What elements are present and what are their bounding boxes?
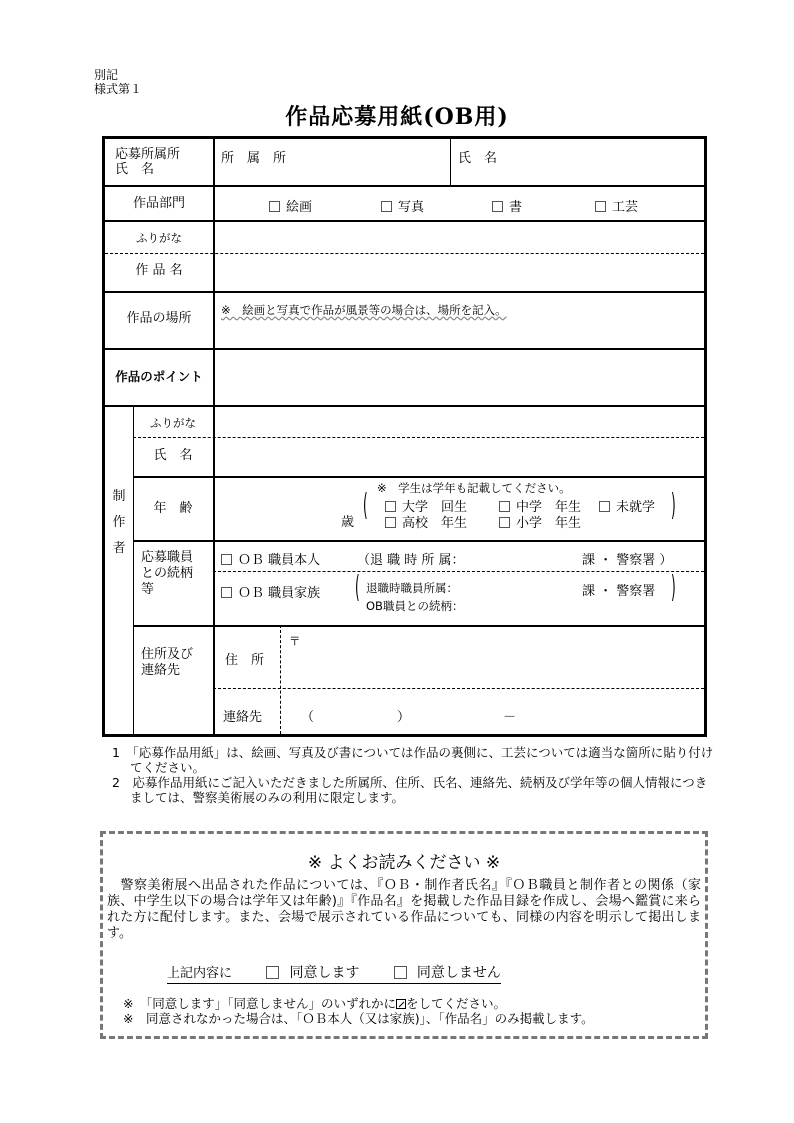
divider: [450, 139, 451, 185]
work-furigana-label: ふりがな: [136, 231, 182, 245]
relation-family-detail1: 退職時職員所属：: [366, 581, 458, 595]
point-label: 作品のポイント: [115, 369, 203, 384]
bracket-open: (: [355, 570, 360, 605]
checkbox-icon[interactable]: [266, 966, 279, 979]
school-label: 小学 年生: [516, 516, 582, 531]
form-number: 様式第１: [94, 82, 143, 96]
creator-label-char: 者: [112, 541, 126, 556]
divider: [105, 348, 704, 350]
creator-label-char: 作: [112, 515, 126, 530]
contact-dash: －: [503, 710, 517, 725]
relation-label-line: 等: [141, 582, 155, 597]
notice-box: [100, 831, 708, 1039]
category-label: 作品部門: [132, 196, 185, 211]
creator-furigana-label: ふりがな: [150, 416, 196, 430]
checkbox-icon[interactable]: [269, 201, 280, 212]
school-label: 高校 年生: [402, 516, 468, 531]
divider: [133, 437, 704, 438]
page-title: 作品応募用紙(OB用): [285, 104, 509, 130]
divider: [133, 625, 704, 627]
checkbox-icon[interactable]: [595, 201, 606, 212]
category-label-text: 絵画: [286, 200, 313, 215]
disagree-option[interactable]: [394, 965, 501, 981]
divider: [105, 291, 704, 293]
postal-mark: 〒: [289, 634, 301, 648]
header-note: 別記: [94, 68, 119, 82]
divider: [105, 253, 704, 254]
category-label-text: 書: [509, 200, 523, 215]
checkbox-icon[interactable]: [385, 517, 396, 528]
consent-note-1b: をしてください。: [405, 996, 506, 1011]
consent-notes: [123, 996, 594, 1026]
relation-label-line: 応募職員: [141, 550, 194, 565]
checkbox-icon[interactable]: [599, 501, 610, 512]
checkbox-icon[interactable]: [499, 501, 510, 512]
relation-family-label: ＯＢ 職員家族: [238, 586, 321, 601]
contact-close-paren: ）: [397, 710, 411, 725]
affiliation-label: [115, 147, 180, 177]
consent-note-2: ※ 同意されなかった場合は、「ＯＢ本人（又は家族)」、「作品名」のみ掲載します。: [123, 1011, 594, 1026]
affiliation-label-line1: 応募所属所: [115, 147, 181, 162]
place-label: 作品の場所: [126, 311, 192, 326]
relation-self-detail: （退 職 時 所 属：: [357, 553, 465, 568]
agree-label: 同意します: [289, 965, 360, 981]
creator-label: [105, 484, 133, 562]
checkbox-icon[interactable]: [492, 201, 503, 212]
consent-prefix: 上記内容に: [167, 966, 233, 981]
divider: [213, 571, 704, 572]
school-label: 未就学: [616, 500, 656, 515]
contact-sub-label: 連絡先: [223, 710, 263, 725]
relation-family-detail2: OB職員との続柄：: [366, 599, 464, 613]
category-label-text: 写真: [398, 200, 425, 215]
address-label: [141, 647, 193, 679]
address-label-line: 住所及び: [141, 647, 194, 662]
school-elementary[interactable]: [499, 512, 581, 531]
category-painting[interactable]: [269, 196, 312, 215]
school-preschool[interactable]: [599, 496, 655, 515]
name-field[interactable]: 氏 名: [458, 151, 498, 166]
divider: [105, 220, 704, 222]
age-note: ※ 学生は学年も記載してください。: [377, 481, 571, 495]
divider: [133, 476, 704, 478]
checkbox-icon[interactable]: [221, 554, 232, 565]
contact-open-paren: （: [301, 710, 315, 725]
school-label: 大学 回生: [402, 500, 468, 515]
bracket-close: ): [671, 488, 676, 523]
relation-self-suffix: 課 ・ 警察署 ）: [582, 553, 673, 568]
notes: [112, 745, 714, 805]
place-note: ※ 絵画と写真で作品が風景等の場合は、場所を記入。: [221, 303, 507, 317]
category-calligraphy[interactable]: [492, 196, 522, 215]
age-unit: 歳: [341, 515, 355, 530]
relation-label-line: との続柄: [141, 566, 194, 581]
divider: [105, 185, 704, 187]
application-form-table: [102, 136, 707, 737]
checkbox-icon[interactable]: [499, 517, 510, 528]
affiliation-label-line2: 氏 名: [115, 162, 155, 177]
school-high[interactable]: [385, 512, 467, 531]
checkbox-icon[interactable]: [394, 966, 407, 979]
work-name-label: 作 品 名: [135, 263, 183, 278]
address-label-line: 連絡先: [141, 663, 181, 678]
age-label: 年 齢: [153, 501, 193, 516]
relation-label: [141, 550, 193, 598]
school-label: 中学 年生: [516, 500, 582, 515]
relation-family-option[interactable]: [221, 582, 320, 601]
checkbox-icon[interactable]: [221, 587, 232, 598]
relation-self-option[interactable]: [221, 549, 320, 568]
bracket-open: (: [363, 488, 368, 523]
consent-note-1a: ※ 「同意します」「同意しません」のいずれかに: [123, 996, 396, 1011]
consent-note-1: [123, 996, 594, 1011]
creator-name-label: 氏 名: [153, 448, 193, 463]
divider: [213, 688, 704, 689]
checkbox-icon[interactable]: [381, 201, 392, 212]
address-input[interactable]: [285, 629, 700, 685]
category-craft[interactable]: [595, 196, 638, 215]
note-1: 1 「応募作品用紙」は、絵画、写真及び書については作品の裏側に、工芸については適当な箇所に貼り付けてください。: [112, 745, 714, 775]
notice-title: ※ よくお読みください ※: [307, 853, 501, 873]
creator-label-char: 制: [112, 489, 126, 504]
divider: [213, 139, 215, 734]
consent-row: [167, 962, 501, 984]
checked-box-icon: [396, 999, 406, 1009]
category-photo[interactable]: [381, 196, 424, 215]
divider: [105, 405, 704, 407]
note-2: 2 応募作品用紙にご記入いただきました所属所、住所、氏名、連絡先、続柄及び学年等の個人情報につきましては、警察美術展のみの利用に限定します。: [112, 775, 708, 805]
checkbox-icon[interactable]: [385, 501, 396, 512]
agree-option[interactable]: [266, 965, 359, 981]
disagree-label: 同意しません: [416, 965, 501, 981]
address-sub-label: 住 所: [225, 653, 265, 668]
divider: [133, 540, 704, 542]
relation-family-suffix: 課 ・ 警察署: [582, 584, 656, 599]
notice-body: 警察美術展へ出品された作品については、『ＯＢ・制作者氏名』『ＯＢ職員と制作者との関係（家族、中学生以下の場合は学年又は年齢)』『作品名』を掲載した作品目録を作成し、会場へ鑑賞に来られた方に配付します。また、会場で展示されている作品についても、同様の内容を明示して掲出します。: [107, 878, 701, 941]
relation-self-label: ＯＢ 職員本人: [238, 553, 321, 568]
bracket-close: ): [671, 570, 676, 605]
affiliation-field[interactable]: 所 属 所: [221, 151, 287, 166]
category-label-text: 工芸: [612, 200, 639, 215]
divider: [280, 625, 281, 734]
